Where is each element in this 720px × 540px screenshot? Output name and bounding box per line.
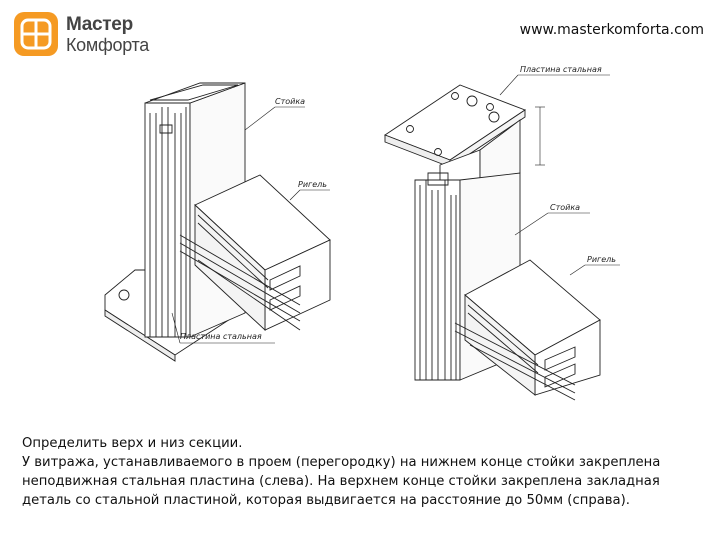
logo-line1: Мастер — [66, 13, 133, 35]
caption — [22, 434, 712, 510]
left-label-post: Стойка — [275, 97, 306, 106]
left-drawing — [105, 83, 330, 361]
technical-drawing — [0, 55, 720, 415]
site-url: www.masterkomforta.com — [519, 22, 704, 38]
logo-text — [66, 15, 149, 54]
logo-mark-icon — [14, 12, 58, 56]
left-label-plate: Пластина стальная — [180, 332, 262, 341]
caption-line1: Определить верх и низ секции. — [22, 436, 243, 451]
right-label-post: Стойка — [550, 203, 581, 212]
logo-line2: Комфорта — [66, 34, 149, 55]
logo — [14, 12, 149, 56]
right-label-plate: Пластина стальная — [520, 65, 602, 74]
left-label-transom: Ригель — [298, 180, 327, 189]
right-drawing — [385, 65, 620, 400]
right-label-transom: Ригель — [587, 255, 616, 264]
caption-line2: У витража, устанавливаемого в проем (перегородку) на нижнем конце стойки закреплена неподвижная стальная пластина (слева). На верхнем конце стойки закреплена закладная деталь со стальной пластиной, которая выдвигается на расстояние до 50мм (справа). — [22, 455, 661, 508]
